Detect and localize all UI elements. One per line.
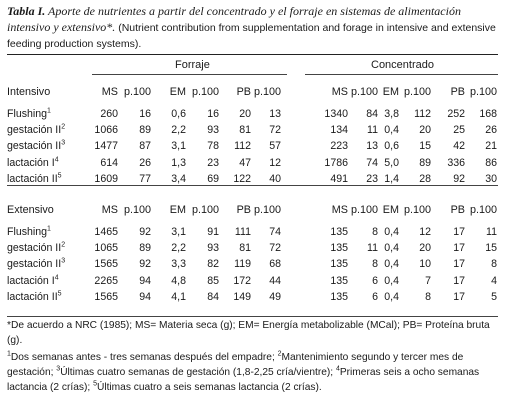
rule-top xyxy=(7,54,498,55)
table-cell: 11 xyxy=(367,242,378,255)
table-cell: 6 xyxy=(372,290,378,303)
column-header: EM xyxy=(382,204,399,216)
group-header-forraje: Forraje xyxy=(175,59,210,71)
table-cell: 112 xyxy=(234,140,251,153)
table-cell: 168 xyxy=(479,108,497,120)
table-cell: 3,4 xyxy=(171,172,186,185)
table-row xyxy=(7,138,498,154)
table-cell: 57 xyxy=(269,140,281,153)
table-cell: 0,4 xyxy=(384,124,399,137)
table-cell: 82 xyxy=(207,258,219,271)
rule-bottom xyxy=(7,316,498,317)
table-cell: 92 xyxy=(453,172,465,185)
column-header: PB xyxy=(236,86,251,98)
table-cell: 25 xyxy=(453,124,465,137)
table-cell: 2265 xyxy=(94,274,118,287)
table-cell: 0,4 xyxy=(384,274,399,287)
table-cell: 0,4 xyxy=(384,258,399,271)
column-header: p.100 xyxy=(350,204,378,216)
table-cell: 1,3 xyxy=(171,156,186,169)
group-header-concentrado: Concentrado xyxy=(371,59,434,71)
column-header-row xyxy=(7,202,498,218)
table-cell: 119 xyxy=(234,258,251,271)
footnotes-numbered: $^1$Dos semanas antes - tres semanas después del empadre; $^2$Mantenimiento segundo y tercer mes de gestación; $^3$Últimas cuatro semanas de gestación (1,8-2,25 cría/vientre); $^4$Primeras seis a ocho semanas lactancia (2 crías); $^5$Últimas cuatro a seis semanas lactancia (2 crías). xyxy=(7,350,480,393)
table-cell: 74 xyxy=(366,156,378,169)
column-header: p.100 xyxy=(123,86,151,98)
table-cell: 0,4 xyxy=(384,242,399,255)
nutrient-table-document xyxy=(7,4,498,403)
table-row xyxy=(7,273,498,289)
table-cell: 1066 xyxy=(94,124,118,137)
table-cell: 1340 xyxy=(324,108,348,120)
column-header: p.100 xyxy=(469,204,497,216)
table-cell: 72 xyxy=(269,124,281,137)
table-row xyxy=(7,224,498,240)
table-cell: 47 xyxy=(239,156,251,169)
table-cell: 112 xyxy=(414,108,431,120)
table-cell: 4,1 xyxy=(171,290,186,303)
table-cell: 16 xyxy=(139,108,151,120)
column-header: p.100 xyxy=(350,86,378,98)
table-cell: 20 xyxy=(419,124,431,137)
column-header: MS xyxy=(331,204,348,216)
table-cell: 26 xyxy=(139,156,151,169)
column-header: MS xyxy=(331,86,348,98)
table-cell: 78 xyxy=(207,140,219,153)
row-label: Flushing$^1$ xyxy=(7,107,51,120)
row-label: gestación $II^2$ xyxy=(7,241,66,255)
table-cell: 135 xyxy=(330,226,348,238)
table-cell: 172 xyxy=(233,274,251,287)
row-label: lactación $II^5$ xyxy=(7,172,62,185)
row-label: Flushing$^1$ xyxy=(7,225,51,238)
table-cell: 0,6 xyxy=(384,140,399,153)
table-cell: 17 xyxy=(453,226,465,238)
table-cell: 91 xyxy=(207,226,219,238)
table-cell: 12 xyxy=(419,226,431,238)
table-cell: 15 xyxy=(419,140,431,153)
column-header: MS xyxy=(101,86,118,98)
column-header: p.100 xyxy=(191,86,219,98)
table-cell: 149 xyxy=(233,290,251,303)
table-cell: 94 xyxy=(139,290,151,303)
row-label: gestación $II^2$ xyxy=(7,123,66,137)
table-cell: 69 xyxy=(207,172,219,185)
table-cell: 1565 xyxy=(94,258,118,271)
table-cell: 26 xyxy=(485,124,497,137)
column-header: PB xyxy=(236,204,251,216)
table-cell: 122 xyxy=(233,172,251,185)
table-cell: 135 xyxy=(330,274,348,287)
table-cell: 8 xyxy=(372,226,378,238)
table-cell: 135 xyxy=(330,242,348,255)
table-cell: 1065 xyxy=(94,242,118,255)
table-cell: 17 xyxy=(453,258,465,271)
table-cell: 42 xyxy=(453,140,465,153)
table-cell: 17 xyxy=(453,290,465,303)
rule-forraje-span xyxy=(92,74,287,75)
table-cell: 5 xyxy=(491,290,497,303)
table-cell: 8 xyxy=(425,290,431,303)
table-cell: 30 xyxy=(485,172,497,185)
column-header: p.100 xyxy=(123,204,151,216)
table-cell: 5,0 xyxy=(384,156,399,169)
table-cell: 1477 xyxy=(94,140,118,153)
footnote-star: *De acuerdo a NRC (1985); MS= Materia seca (g); EM= Energía metabolizable (MCal); PB= Proteína bruta (g). xyxy=(7,320,490,346)
table-cell: 135 xyxy=(330,290,348,303)
table-cell: 3,1 xyxy=(171,226,186,238)
table-cell: 40 xyxy=(269,172,281,185)
column-header-row xyxy=(7,84,498,100)
column-header: PB xyxy=(450,204,465,216)
table-cell: 7 xyxy=(425,274,431,287)
table-row xyxy=(7,106,498,122)
table-cell: 1465 xyxy=(94,226,118,238)
rule-section-divider xyxy=(7,185,498,186)
table-row xyxy=(7,256,498,272)
table-cell: 92 xyxy=(139,226,151,238)
table-cell: 13 xyxy=(269,108,281,120)
row-label: lactación $I^4$ xyxy=(7,274,59,287)
column-header: MS xyxy=(101,204,118,216)
table-cell: 0,4 xyxy=(384,226,399,238)
table-cell: 1565 xyxy=(94,290,118,303)
table-cell: 134 xyxy=(330,124,348,137)
table-cell: 12 xyxy=(269,156,281,169)
row-label: gestación $II^3$ xyxy=(7,257,66,271)
table-cell: 3,8 xyxy=(384,108,399,120)
table-cell: 10 xyxy=(419,258,431,271)
table-cell: 252 xyxy=(447,108,465,120)
table-cell: 2,2 xyxy=(171,124,186,137)
table-cell: 13 xyxy=(366,140,378,153)
table-cell: 81 xyxy=(239,242,251,255)
caption-spanish: Aporte de nutrientes a partir del concentrado y el forraje en sistemas de alimentación intensivo y extensivo*. xyxy=(7,4,461,35)
column-header: p.100 xyxy=(469,86,497,98)
column-header: EM xyxy=(382,86,399,98)
table-cell: 20 xyxy=(239,108,251,120)
table-cell: 49 xyxy=(269,290,281,303)
table-row xyxy=(7,155,498,171)
table-cell: 23 xyxy=(366,172,378,185)
column-header: PB xyxy=(450,86,465,98)
table-cell: 44 xyxy=(269,274,281,287)
table-cell: 94 xyxy=(139,274,151,287)
table-cell: 2,2 xyxy=(171,242,186,255)
table-cell: 17 xyxy=(453,274,465,287)
table-cell: 28 xyxy=(419,172,431,185)
table-row xyxy=(7,289,498,305)
table-cell: 92 xyxy=(139,258,151,271)
table-cell: 8 xyxy=(372,258,378,271)
table-cell: 17 xyxy=(453,242,465,255)
table-cell: 223 xyxy=(330,140,348,153)
column-header: EM xyxy=(169,204,186,216)
table-cell: 111 xyxy=(234,226,251,238)
row-label: lactación $II^5$ xyxy=(7,290,62,303)
caption-english: (Nutrient contribution from supplementation and forage in intensive and extensive feeding production systems). xyxy=(7,22,496,50)
table-caption xyxy=(7,4,497,52)
table-cell: 84 xyxy=(207,290,219,303)
table-cell: 93 xyxy=(207,242,219,255)
column-header: p.100 xyxy=(253,204,281,216)
table-cell: 0,6 xyxy=(171,108,186,120)
table-cell: 336 xyxy=(447,156,465,169)
table-cell: 93 xyxy=(207,124,219,137)
row-label: lactación $I^4$ xyxy=(7,156,59,169)
table-cell: 491 xyxy=(330,172,348,185)
column-header: EM xyxy=(169,86,186,98)
table-cell: 6 xyxy=(372,274,378,287)
section-title: Extensivo xyxy=(7,204,54,216)
row-label: gestación $II^3$ xyxy=(7,139,66,153)
table-cell: 87 xyxy=(139,140,151,153)
table-cell: 15 xyxy=(485,242,497,255)
table-cell: 68 xyxy=(269,258,281,271)
table-cell: 0,4 xyxy=(384,290,399,303)
table-number: Tabla I. xyxy=(7,4,46,18)
table-cell: 74 xyxy=(269,226,281,238)
table-cell: 89 xyxy=(419,156,431,169)
table-cell: 11 xyxy=(486,226,497,238)
table-cell: 135 xyxy=(330,258,348,271)
table-cell: 3,1 xyxy=(171,140,186,153)
table-cell: 11 xyxy=(367,124,378,137)
rule-concentrado-span xyxy=(305,74,498,75)
table-cell: 86 xyxy=(485,156,497,169)
table-cell: 21 xyxy=(485,140,497,153)
table-cell: 3,3 xyxy=(171,258,186,271)
table-cell: 89 xyxy=(139,124,151,137)
table-row xyxy=(7,240,498,256)
table-cell: 260 xyxy=(100,108,118,120)
column-header: p.100 xyxy=(191,204,219,216)
table-cell: 1786 xyxy=(324,156,348,169)
column-header: p.100 xyxy=(403,86,431,98)
table-cell: 614 xyxy=(100,156,118,169)
table-cell: 81 xyxy=(239,124,251,137)
table-cell: 20 xyxy=(419,242,431,255)
table-cell: 85 xyxy=(207,274,219,287)
table-cell: 8 xyxy=(491,258,497,271)
table-cell: 4,8 xyxy=(171,274,186,287)
table-cell: 23 xyxy=(207,156,219,169)
table-cell: 84 xyxy=(366,108,378,120)
table-cell: 72 xyxy=(269,242,281,255)
column-header: p.100 xyxy=(253,86,281,98)
table-cell: 77 xyxy=(139,172,151,185)
table-row xyxy=(7,122,498,138)
table-cell: 16 xyxy=(207,108,219,120)
table-cell: 1609 xyxy=(94,172,118,185)
column-header: p.100 xyxy=(403,204,431,216)
table-cell: 89 xyxy=(139,242,151,255)
table-cell: 1,4 xyxy=(384,172,399,185)
table-cell: 4 xyxy=(491,274,497,287)
section-title: Intensivo xyxy=(7,86,51,98)
